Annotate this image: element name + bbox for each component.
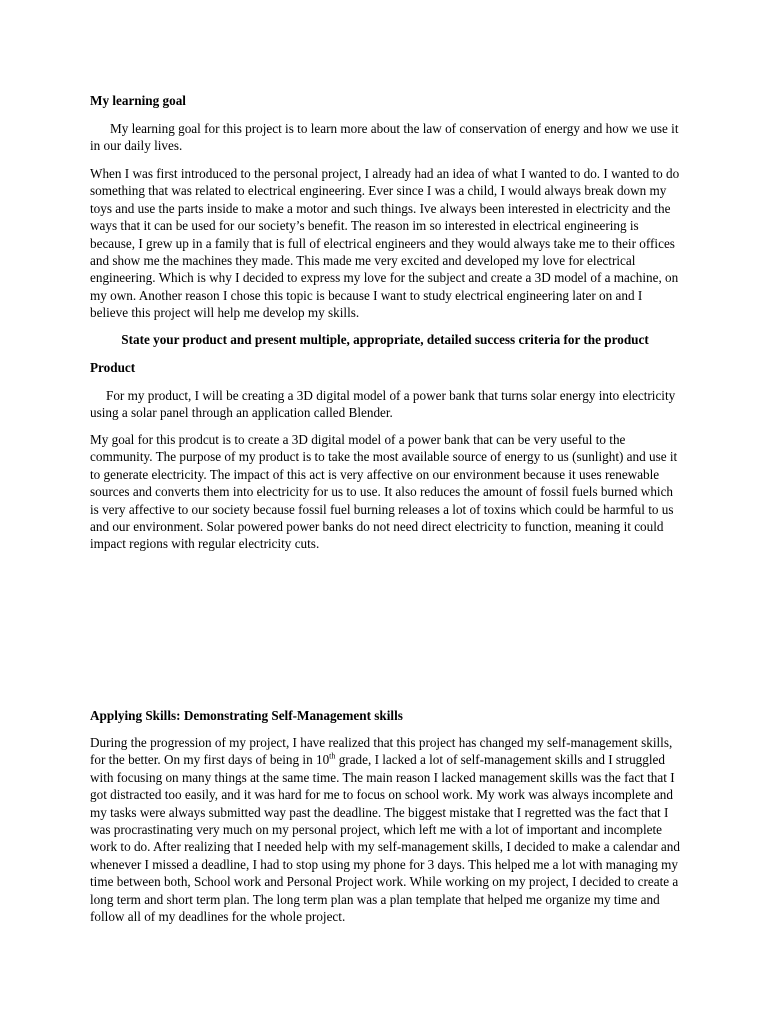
paragraph-product: For my product, I will be creating a 3D digital model of a power bank that turns solar energy into electricity using a solar panel through an application called Blender. (90, 388, 676, 421)
paragraph-intro: When I was first introduced to the personal project, I already had an idea of what I wanted to do. I wanted to do something that was related to electrical engineering. Ever since I was a child, I would always break down my toys and use the parts inside to make a motor and such things. Ive always been interested in electricity and the ways that it can be used for our society’s benefit. The reason im so interested in electrical engineering is because, I grew up in a family that is full of electrical engineers and they would always take me to their offices and show me the machines they made. This made me very excited and developed my love for electrical engineering. Which is why I decided to express my love for the subject and create a 3D model of a machine, on my own. Another reason I chose this topic is because I want to study electrical engineering later on and I believe this project will help me develop my skills. (90, 166, 680, 321)
paragraph-self-management-part-1: During the progression of my project, I have realized that this project has changed my self-management skills, for the better. On my first days of being in 10 (90, 735, 673, 768)
superscript-th: th (329, 752, 336, 762)
paragraph-self-management (90, 734, 680, 925)
paragraph-product-goal: My goal for this prodcut is to create a 3D digital model of a power bank that can be very useful to the community. The purpose of my product is to take the most available source of energy to us (sunlight) and use it to generate electricity. The impact of this act is very affective on our environment because it uses renewable sources and converts them into electricity for us to use. It also reduces the amount of fossil fuels burned which is very affective to our society because fossil fuel burning releases a lot of toxins which could be harmful to us and our environment. Solar powered power banks do not need direct electricity to function, meaning it could impact regions with regular electricity cuts. (90, 432, 678, 552)
heading-product: Product (90, 360, 136, 375)
heading-learning-goal: My learning goal (90, 93, 186, 108)
paragraph-self-management-part-2: grade, I lacked a lot of self-management skills and I struggled with focusing on many things at the same time. The main reason I lacked management skills was the fact that I got distracted too easily, and it was hard for me to focus on school work. My work was always incomplete and my tasks were always submitted way past the deadline. The biggest mistake that I regretted was the fact that I was procrastinating very much on my personal project, which left me with a lot of important and incomplete work to do. After realizing that I needed help with my self-management skills, I decided to make a calendar and whenever I missed a deadline, I had to stop using my phone for 3 days. This helped me a lot with managing my time between both, School work and Personal Project work. While working on my project, I decided to create a long term and short term plan. The long term plan was a plan template that helped me organize my time and follow all of my deadlines for the whole project. (90, 752, 680, 925)
heading-applying-skills: Applying Skills: Demonstrating Self-Management skills (90, 708, 403, 723)
paragraph-learning-goal: My learning goal for this project is to learn more about the law of conservation of energy and how we use it in our daily lives. (90, 121, 679, 154)
heading-state-product: State your product and present multiple, appropriate, detailed success criteria for the product (121, 332, 649, 347)
